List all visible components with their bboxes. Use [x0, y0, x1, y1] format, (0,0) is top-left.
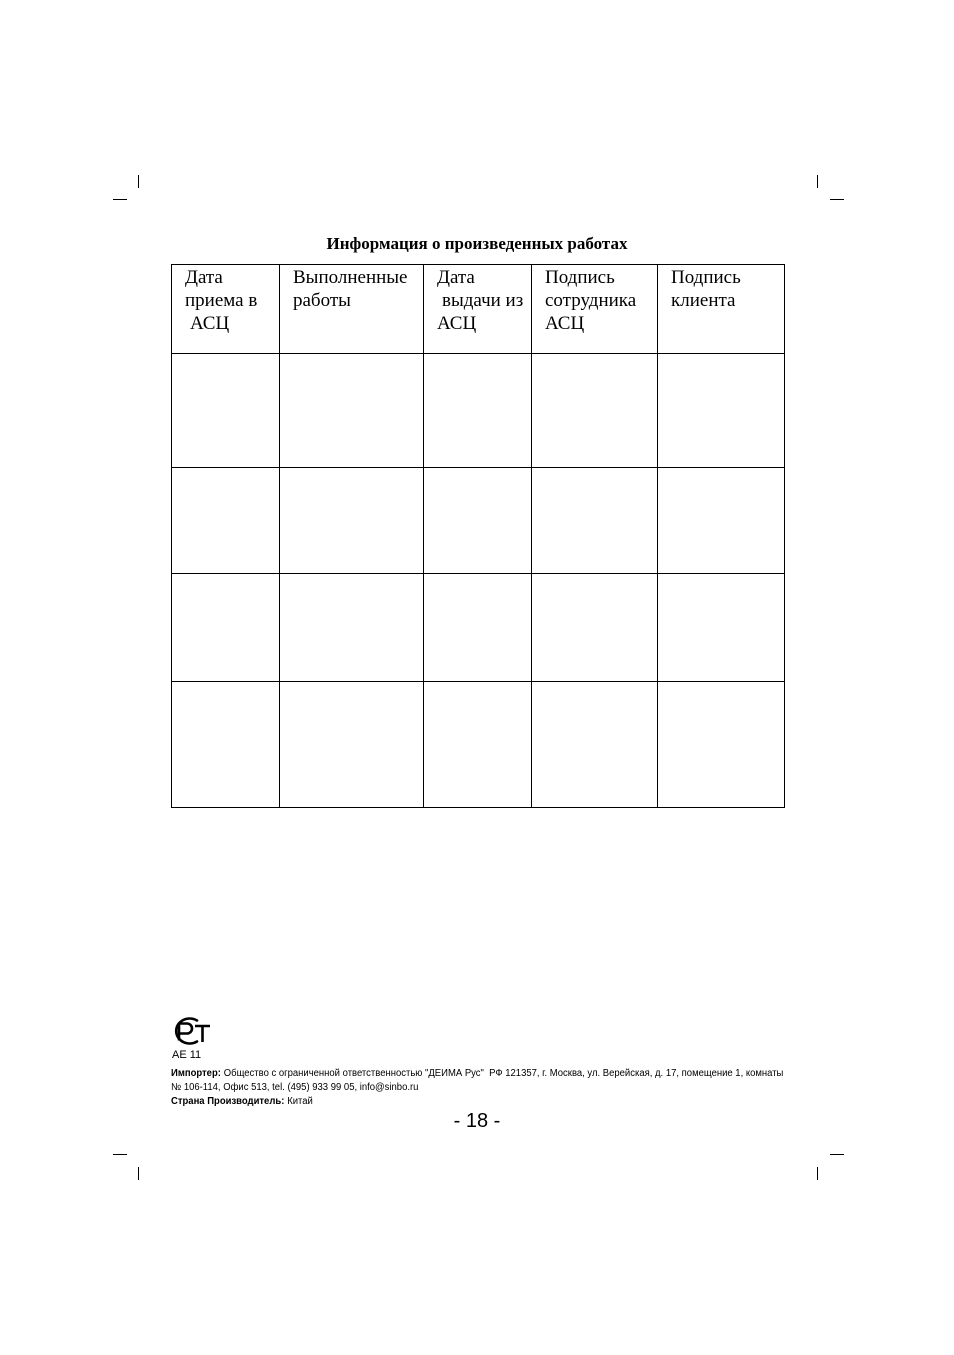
table-cell: [424, 354, 532, 468]
importer-text: Общество с ограниченной ответственностью "ДЕИМА Рус" РФ 121357, г. Москва, ул. Верейская, д. 17, помещение 1, комнаты: [223, 1068, 784, 1079]
table-cell: [658, 574, 785, 682]
gost-r-pct-mark-icon: [170, 1015, 212, 1047]
header-line: приема в: [185, 290, 258, 311]
country-label: Страна Производитель:: [171, 1096, 285, 1107]
crop-mark-top-right-horizontal: [830, 199, 844, 200]
table-cell: [532, 574, 658, 682]
table-cell: [424, 574, 532, 682]
header-line: АСЦ: [437, 313, 477, 334]
header-line: АСЦ: [190, 313, 230, 334]
table-cell: [280, 574, 424, 682]
works-table: [171, 264, 785, 808]
header-line: АСЦ: [545, 313, 585, 334]
table-cell: [172, 682, 280, 808]
header-line: Подпись: [545, 267, 615, 288]
table-row: [172, 468, 785, 574]
table-cell: [280, 354, 424, 468]
header-line: сотрудника: [545, 290, 637, 311]
table-cell: [658, 468, 785, 574]
table-cell: [280, 682, 424, 808]
table-cell: [280, 468, 424, 574]
header-cell-work-done: [280, 265, 424, 354]
crop-mark-top-left-horizontal: [113, 199, 127, 200]
page-title: Информация о произведенных работах: [326, 234, 628, 253]
table-header-row: [172, 265, 785, 354]
importer-line-2: [171, 1081, 418, 1095]
country-value: Китай: [287, 1096, 313, 1107]
crop-mark-bottom-right-vertical: [817, 1167, 818, 1180]
header-cell-release-date: [424, 265, 532, 354]
importer-info: [171, 1067, 784, 1109]
crop-mark-bottom-left-horizontal: [113, 1154, 127, 1155]
header-line: клиента: [671, 290, 736, 311]
header-line: Подпись: [671, 267, 741, 288]
header-cell-client-signature: [658, 265, 785, 354]
table-cell: [424, 682, 532, 808]
importer-address: № 106-114, Офис 513, tel. (495) 933 99 05, info@sinbo.ru: [171, 1082, 419, 1093]
header-cell-employee-signature: [532, 265, 658, 354]
table-cell: [532, 682, 658, 808]
crop-mark-bottom-left-vertical: [138, 1167, 139, 1180]
country-line: [171, 1095, 313, 1109]
header-line: работы: [293, 290, 351, 311]
table-cell: [172, 354, 280, 468]
header-cell-intake-date: [172, 265, 280, 354]
header-line: Дата: [437, 267, 475, 288]
table-cell: [532, 468, 658, 574]
table-cell: [658, 354, 785, 468]
importer-label: Импортер:: [171, 1068, 221, 1079]
crop-mark-top-left-vertical: [138, 175, 139, 188]
header-line: выдачи из: [442, 290, 524, 311]
table-cell: [532, 354, 658, 468]
header-line: Выполненные: [293, 267, 408, 288]
importer-line-1: [171, 1067, 783, 1081]
table-cell: [424, 468, 532, 574]
crop-mark-top-right-vertical: [817, 175, 818, 188]
table-cell: [658, 682, 785, 808]
table-row: [172, 354, 785, 468]
table-cell: [172, 468, 280, 574]
page-number: - 18 -: [453, 1110, 501, 1132]
crop-mark-bottom-right-horizontal: [830, 1154, 844, 1155]
certification-code: AE 11: [172, 1049, 202, 1061]
table-row: [172, 682, 785, 808]
header-line: Дата: [185, 267, 223, 288]
table-cell: [172, 574, 280, 682]
table-row: [172, 574, 785, 682]
